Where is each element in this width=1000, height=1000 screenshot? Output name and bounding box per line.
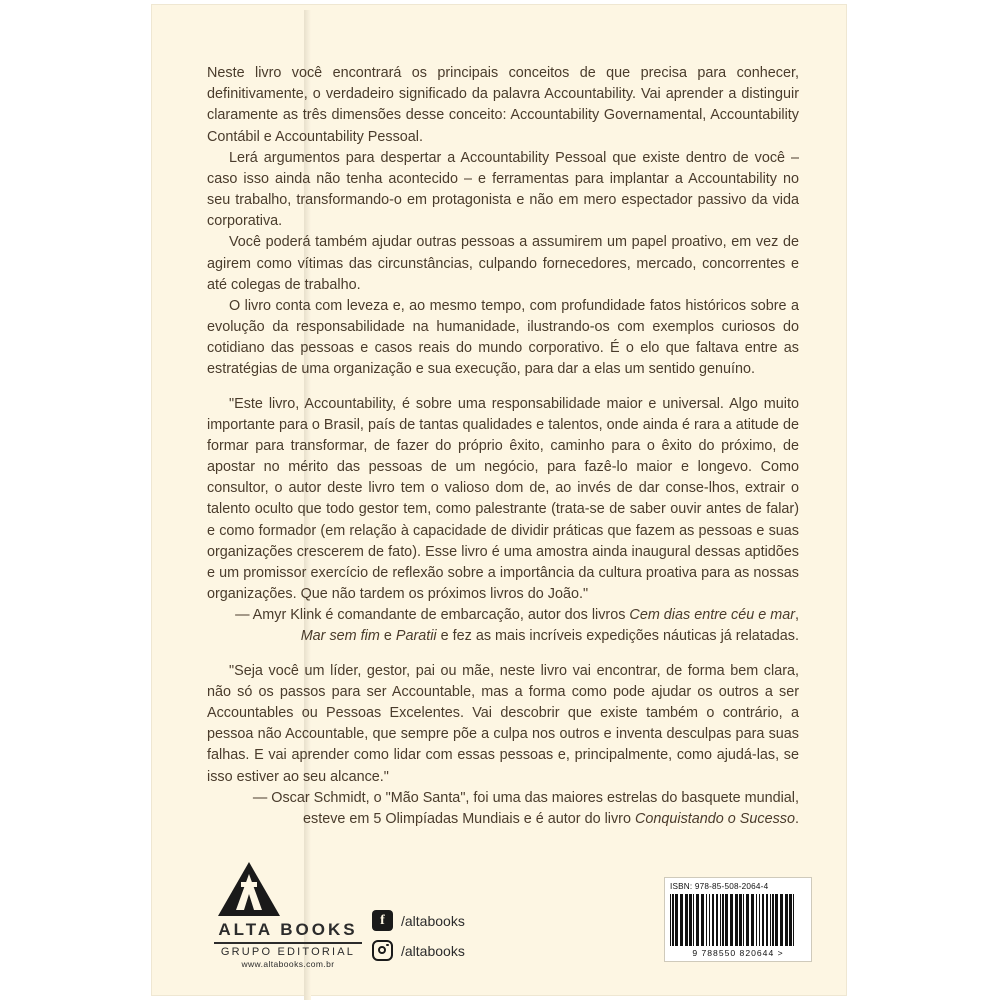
testimonial-2-text: "Seja você um líder, gestor, pai ou mãe, neste livro vai encontrar, de forma bem clara, não só os passos para ser Accountable, mas a forma como pode ajudar os outros a ser Accountables ou Pessoas Excelentes. Vai descobrir que existe também o contrário, a pessoa não Accountable, que sempre põe a culpa nos outros e inventa desculpas para suas falhas. E vai aprender como lidar com essas pessoas e, principalmente, como ajudá-las, se isso estiver ao seu alcance." bbox=[207, 662, 799, 785]
publisher-website: www.altabooks.com.br bbox=[241, 959, 335, 969]
attrib-1-tail: e fez as mais incríveis expedições náuticas já relatadas. bbox=[436, 628, 799, 645]
barcode-bars bbox=[670, 894, 796, 946]
instagram-handle: /altabooks bbox=[401, 942, 465, 959]
facebook-icon: f bbox=[372, 910, 393, 931]
testimonial-1-text: "Este livro, Accountability, é sobre uma responsabilidade maior e universal. Algo muito importante para o Brasil, país de tantas qualidades e talentos, onde ainda é rara a atitude de formar para transformar, de fazer do próprio êxito, caminho para o êxito do próximo, de apostar no mérito das pessoas de um negócio, para fazê-lo maior e longevo. Como consultor, o autor deste livro tem o valioso dom de, ao invés de dar conse-lhos, extrair o talento oculto que todo gestor tem, como palestrante (trata-se de saber ouvir antes de falar) e como formador (em relação à capacidade de dividir práticas que fazem as pessoas e suas organizações crescerem de fato). Esse livro é uma amostra ainda inaugural dessas aptidões e um promissor exercício de reflexão sobre a importância da cultura proativa para as nossas organizações. Que não tardem os próximos livros do João." bbox=[207, 395, 799, 603]
publisher-subtitle: GRUPO EDITORIAL bbox=[220, 946, 356, 958]
isbn-barcode-box bbox=[664, 877, 812, 962]
testimonial-1-attribution bbox=[207, 605, 799, 647]
social-facebook[interactable] bbox=[372, 910, 532, 931]
attrib-1-title-2: Mar sem fim bbox=[300, 628, 380, 645]
testimonial-2-attribution bbox=[207, 788, 799, 830]
instagram-icon bbox=[372, 940, 393, 961]
cover-panel bbox=[152, 5, 846, 995]
blurb-text-column bbox=[207, 63, 799, 830]
attrib-2-lead: — Oscar Schmidt, o "Mão Santa", foi uma das maiores estrelas do basquete mundial, esteve em 5 Olimpíadas Mundiais e é autor do livro bbox=[252, 789, 799, 827]
isbn-label: ISBN: 978-85-508-2064-4 bbox=[670, 882, 769, 891]
attrib-1-title-3: Paratii bbox=[395, 628, 437, 645]
social-links bbox=[372, 910, 532, 970]
attrib-1-lead: — Amyr Klink é comandante de embarcação, autor dos livros bbox=[235, 607, 630, 624]
blurb-paragraph-1: Neste livro você encontrará os principais conceitos de que precisa para conhecer, definitivamente, o verdadeiro significado da palavra Accountability. Vai aprender a distinguir claramente as três dimensões desse conceito: Accountability Governamental, Accountability Contábil e Accountability Pessoal. bbox=[207, 65, 799, 145]
alta-books-triangle-icon bbox=[214, 860, 284, 918]
attrib-2-tail: . bbox=[795, 810, 799, 827]
attrib-1-title-1: Cem dias entre céu e mar bbox=[629, 607, 795, 624]
facebook-handle: /altabooks bbox=[401, 912, 465, 929]
social-instagram[interactable] bbox=[372, 940, 532, 961]
attrib-1-mid-2: e bbox=[379, 628, 396, 645]
publisher-name: ALTA BOOKS bbox=[214, 920, 362, 944]
blurb-paragraph-2: Lerá argumentos para despertar a Accountability Pessoal que existe dentro de você – caso isso ainda não tenha acontecido – e ferramentas para implantar a Accountability no seu trabalho, transformando-o em protagonista e não em mero espectador passivo da vida corporativa. bbox=[207, 149, 799, 230]
attrib-1-mid-1: , bbox=[795, 607, 799, 624]
ean-number: 9 788550 820644 > bbox=[692, 948, 784, 958]
blurb-paragraph-3: Você poderá também ajudar outras pessoas a assumirem um papel proativo, em vez de agirem como vítimas das circunstâncias, culpando fornecedores, mercado, concorrentes e até colegas de trabalho. bbox=[207, 234, 799, 293]
attrib-2-title-1: Conquistando o Sucesso bbox=[634, 810, 795, 827]
blurb-paragraph-4: O livro conta com leveza e, ao mesmo tempo, com profundidade fatos históricos sobre a evolução da responsabilidade na humanidade, ilustrando-os com exemplos curiosos do cotidiano das pessoas e casos reais do mundo corporativo. É o elo que faltava entre as estratégias de uma organização e sua execução, para dar a elas um sentido genuíno. bbox=[207, 297, 799, 378]
publisher-block bbox=[214, 860, 474, 969]
